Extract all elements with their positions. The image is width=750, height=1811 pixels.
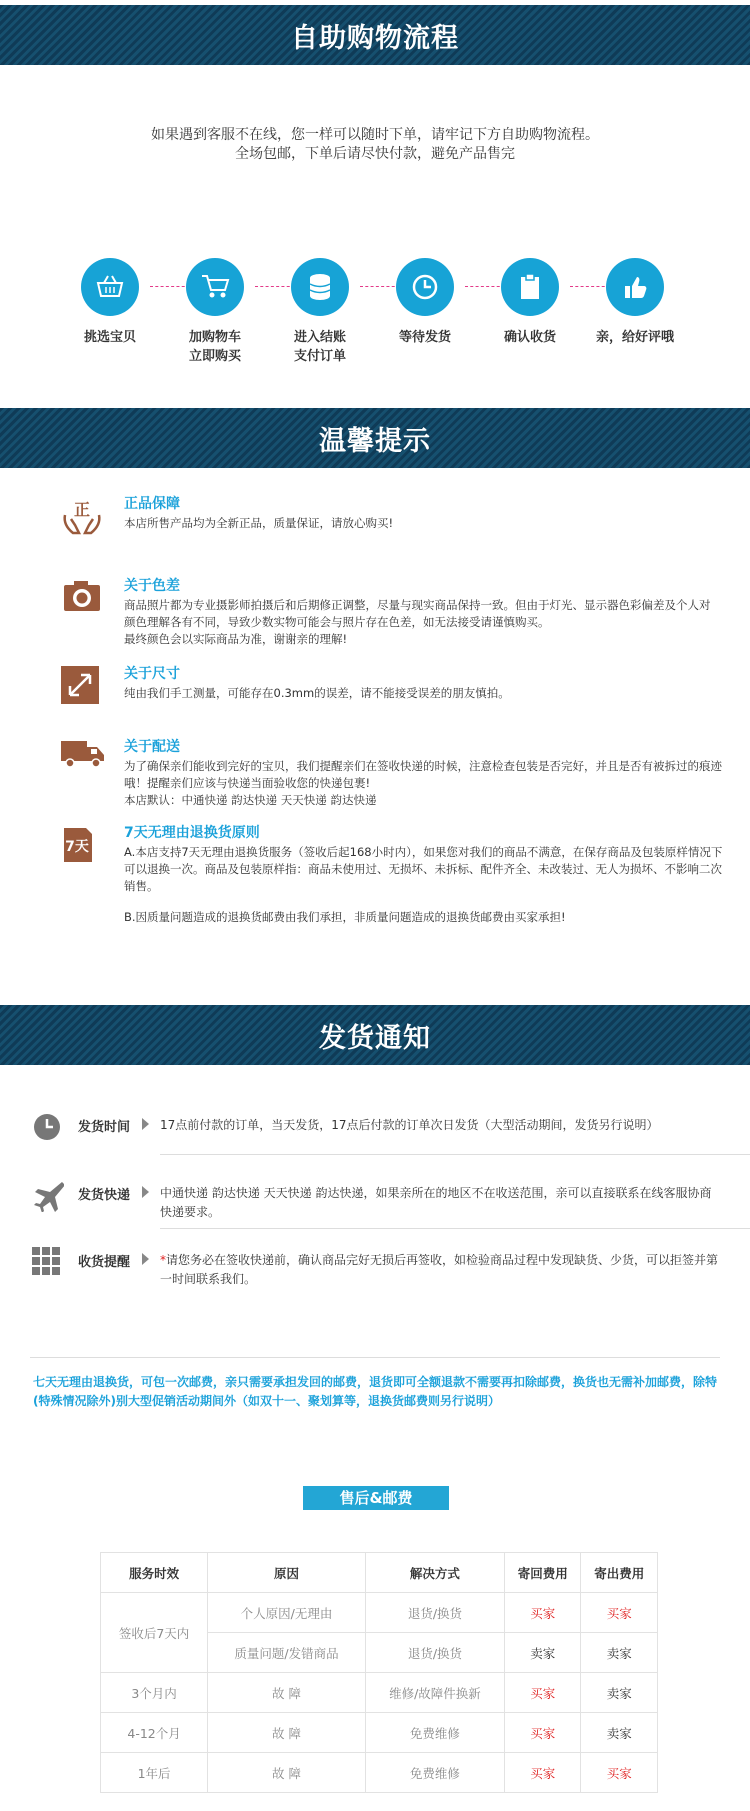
thumbs-up-icon: [606, 258, 664, 316]
section-title: 温馨提示: [319, 425, 431, 457]
clock-icon: [32, 1112, 62, 1142]
table-cell: 1年后: [101, 1753, 208, 1793]
step-label: 等待发货: [398, 330, 451, 345]
table-header: 寄回费用: [504, 1553, 581, 1593]
tip-return: [60, 822, 723, 942]
step-label: 确认收货: [503, 330, 556, 345]
table-row: [101, 1673, 658, 1713]
table-header: 寄出费用: [581, 1553, 658, 1593]
step-item: [480, 258, 580, 347]
svg-text:7天: 7天: [65, 839, 89, 855]
after-sales-table: [100, 1552, 658, 1793]
table-row: [101, 1713, 658, 1753]
truck-icon: [60, 738, 104, 782]
table-header-row: [101, 1553, 658, 1593]
coins-icon: [291, 258, 349, 316]
table-cell: 卖家: [504, 1633, 581, 1673]
shipping-label: 发货快递: [78, 1188, 131, 1203]
shipping-item: [30, 1112, 720, 1152]
table-cell: 买家: [504, 1593, 581, 1633]
step-item: [165, 258, 265, 366]
shipping-label: 发货时间: [78, 1120, 131, 1135]
intro-line: 全场包邮，下单后请尽快付款，避免产品售完: [235, 146, 515, 162]
table-cell: 卖家: [581, 1713, 658, 1753]
table-header: 解决方式: [365, 1553, 504, 1593]
arrow-icon: [142, 1186, 149, 1198]
shipping-label: 收货提醒: [78, 1255, 131, 1270]
section-title: 自助购物流程: [291, 22, 459, 54]
table-cell: 退货/换货: [365, 1593, 504, 1633]
seven-day-icon: [60, 824, 104, 868]
tip-title: 关于尺寸: [124, 666, 180, 682]
tip-body: 纯由我们手工测量，可能存在0.3mm的误差，请不能接受误差的朋友慎拍。: [124, 686, 510, 700]
divider: [160, 1228, 750, 1229]
table-cell: 维修/故障件换新: [365, 1673, 504, 1713]
section-banner-shipping: [0, 1005, 750, 1065]
table-cell: 退货/换货: [365, 1633, 504, 1673]
tip-title: 关于配送: [124, 739, 180, 755]
table-header: 服务时效: [101, 1553, 208, 1593]
grid-icon: [32, 1247, 62, 1277]
step-item: [60, 258, 160, 347]
table-cell: 签收后7天内: [101, 1593, 208, 1673]
shipping-item: [30, 1247, 720, 1307]
section-title: 发货通知: [319, 1022, 431, 1054]
camera-icon: [60, 577, 104, 621]
table-cell: 买家: [504, 1673, 581, 1713]
table-cell: 买家: [504, 1713, 581, 1753]
tip-body: 本店所售产品均为全新正品，质量保证，请放心购买!: [124, 516, 394, 530]
intro-line: 如果遇到客服不在线，您一样可以随时下单，请牢记下方自助购物流程。: [151, 127, 599, 143]
table-cell: 卖家: [581, 1633, 658, 1673]
tip-title: 关于色差: [124, 578, 180, 594]
step-label: 挑选宝贝: [83, 330, 136, 345]
tip-body: 为了确保亲们能收到完好的宝贝，我们提醒亲们在签收快递的时候，注意检查包装是否完好，并且是否有被拆过的痕迹哦！提醒亲们应该与快递当面验收您的快递包裹! 本店默认：中通快递 韵达快递 天天快递 韵达快递: [124, 759, 722, 807]
table-cell: 买家: [504, 1753, 581, 1793]
table-cell: 买家: [581, 1593, 658, 1633]
table-header: 原因: [208, 1553, 366, 1593]
table-cell: 故 障: [208, 1753, 366, 1793]
table-cell: 免费维修: [365, 1713, 504, 1753]
table-cell: 故 障: [208, 1713, 366, 1753]
shipping-item: [30, 1180, 720, 1240]
table-cell: 质量问题/发错商品: [208, 1633, 366, 1673]
clock-icon: [396, 258, 454, 316]
svg-text:正: 正: [73, 500, 91, 519]
shopping-steps: [60, 258, 690, 368]
step-item: [375, 258, 475, 347]
table-cell: 个人原因/无理由: [208, 1593, 366, 1633]
tip-delivery: [60, 736, 720, 816]
shipping-text: 中通快递 韵达快递 天天快递 韵达快递，如果亲所在的地区不在收送范围，亲可以直接联系在线客服协商快递要求。: [160, 1186, 712, 1219]
tip-size: [60, 663, 720, 713]
resize-arrow-icon: [60, 665, 104, 709]
tip-title: 7天无理由退换货原则: [124, 825, 260, 841]
table-cell: 3个月内: [101, 1673, 208, 1713]
intro-text: [0, 126, 750, 164]
cart-icon: [186, 258, 244, 316]
tip-body: 商品照片都为专业摄影师拍摄后和后期修正调整，尽量与现实商品保持一致。但由于灯光、显示器色彩偏差及个人对颜色理解各有不同，导致少数实物可能会与照片存在色差，如无法接受请谨慎购买。 最终颜色会以实际商品为准，谢谢亲的理解!: [124, 598, 711, 646]
step-label: 亲，给好评哦: [595, 330, 674, 345]
tip-genuine: [60, 493, 720, 553]
tip-body: A.本店支持7天无理由退换货服务（签收后起168小时内），如果您对我们的商品不满意，在保存商品及包装原样情况下可以退换一次。商品及包装原样指：商品未使用过、无损坏、未拆标、配件齐全、未改装过、无人为损坏、不影响二次销售。 B.因质量问题造成的退换货邮费由我们承担，非质量问题造成的退换货邮费由买家承担!: [124, 845, 723, 924]
basket-icon: [81, 258, 139, 316]
step-label: 进入结账 支付订单: [293, 330, 346, 364]
tip-title: 正品保障: [124, 496, 180, 512]
divider: [30, 1357, 720, 1358]
section-banner-tips: [0, 408, 750, 468]
table-cell: 4-12个月: [101, 1713, 208, 1753]
step-label: 加购物车 立即购买: [188, 330, 241, 364]
shipping-text: 17点前付款的订单，当天发货，17点后付款的订单次日发货（大型活动期间，发货另行说明）: [160, 1118, 659, 1132]
table-row: [101, 1753, 658, 1793]
section-banner-flow: [0, 5, 750, 65]
arrow-icon: [142, 1253, 149, 1265]
genuine-hands-icon: [60, 495, 104, 539]
clipboard-icon: [501, 258, 559, 316]
return-policy-note: 七天无理由退换货，可包一次邮费，亲只需要承担发回的邮费，退货即可全额退款不需要再扣除邮费，换货也无需补加邮费，除特(特殊情况除外)别大型促销活动期间外（如双十一、聚划算等，退换货邮费则另行说明）: [33, 1375, 718, 1408]
tip-color: [60, 575, 720, 655]
arrow-icon: [142, 1118, 149, 1130]
step-item: [585, 258, 685, 347]
table-row: [101, 1593, 658, 1633]
shipping-text: *请您务必在签收快递前，确认商品完好无损后再签收，如检验商品过程中发现缺货、少货，可以拒签并第一时间联系我们。: [160, 1253, 719, 1286]
table-cell: 买家: [581, 1753, 658, 1793]
divider: [160, 1154, 750, 1155]
table-cell: 免费维修: [365, 1753, 504, 1793]
table-cell: 卖家: [581, 1673, 658, 1713]
airplane-icon: [32, 1180, 62, 1210]
table-cell: 故 障: [208, 1673, 366, 1713]
after-sales-title: 售后&邮费: [303, 1486, 449, 1510]
step-item: [270, 258, 370, 366]
